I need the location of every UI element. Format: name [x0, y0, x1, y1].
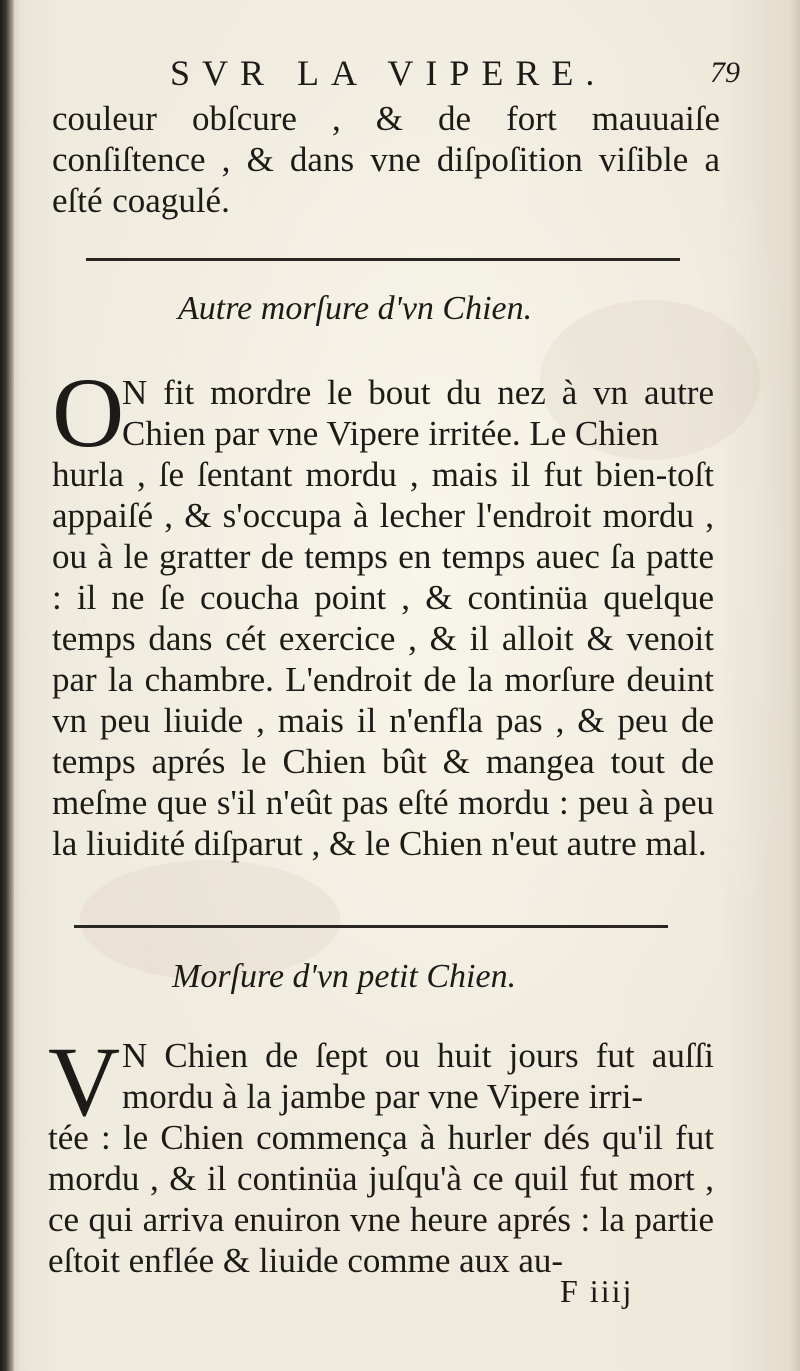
drop-cap: O: [52, 357, 125, 468]
section-divider: [86, 258, 680, 261]
running-head: SVR LA VIPERE.: [170, 53, 607, 93]
drop-cap: V: [48, 1026, 121, 1137]
page-number: 79: [710, 56, 740, 89]
paragraph-body: tée : le Chien commença à hurler dés qu'il fut mordu , & il continüa juſqu'à ce quil fut mort , ce qui arriva enuiron vne heure aprés : la partie eſtoit enflée & liuide comme aux au-: [48, 1118, 714, 1280]
section-title: Autre morſure d'vn Chien.: [178, 290, 533, 327]
continued-paragraph: couleur obſcure , & de fort mauuaiſe conſiſtence , & dans vne diſpoſition viſible a eſté coagulé.: [52, 99, 720, 220]
paragraph-body: hurla , ſe ſentant mordu , mais il fut bien-toſt appaiſé , & s'occupa à lecher l'endroit mordu , ou à le gratter de temps en temps auec ſa patte : il ne ſe coucha point , & continüa quelque temps dans cét exercice , & il alloit & venoit par la chambre. L'endroit de la morſure deuint vn peu liuide , mais il n'enfla pas , & peu de temps aprés le Chien bût & mangea tout de meſme que s'il n'eût pas eſté mordu : peu à peu la liuidité diſparut , & le Chien n'eut autre mal.: [52, 455, 714, 863]
section-title: Morſure d'vn petit Chien.: [172, 958, 517, 995]
section-divider: [74, 925, 668, 928]
page-header: [100, 52, 740, 104]
paragraph-lead: N fit mordre le bout du nez à vn autre Chien par vne Vipere irritée. Le Chien: [122, 373, 714, 453]
book-spine-edge: [0, 0, 14, 1371]
paragraph-lead: N Chien de ſept ou huit jours fut auſſi mordu à la jambe par vne Vipere irri-: [122, 1036, 714, 1116]
signature-mark: F iiij: [560, 1273, 634, 1309]
